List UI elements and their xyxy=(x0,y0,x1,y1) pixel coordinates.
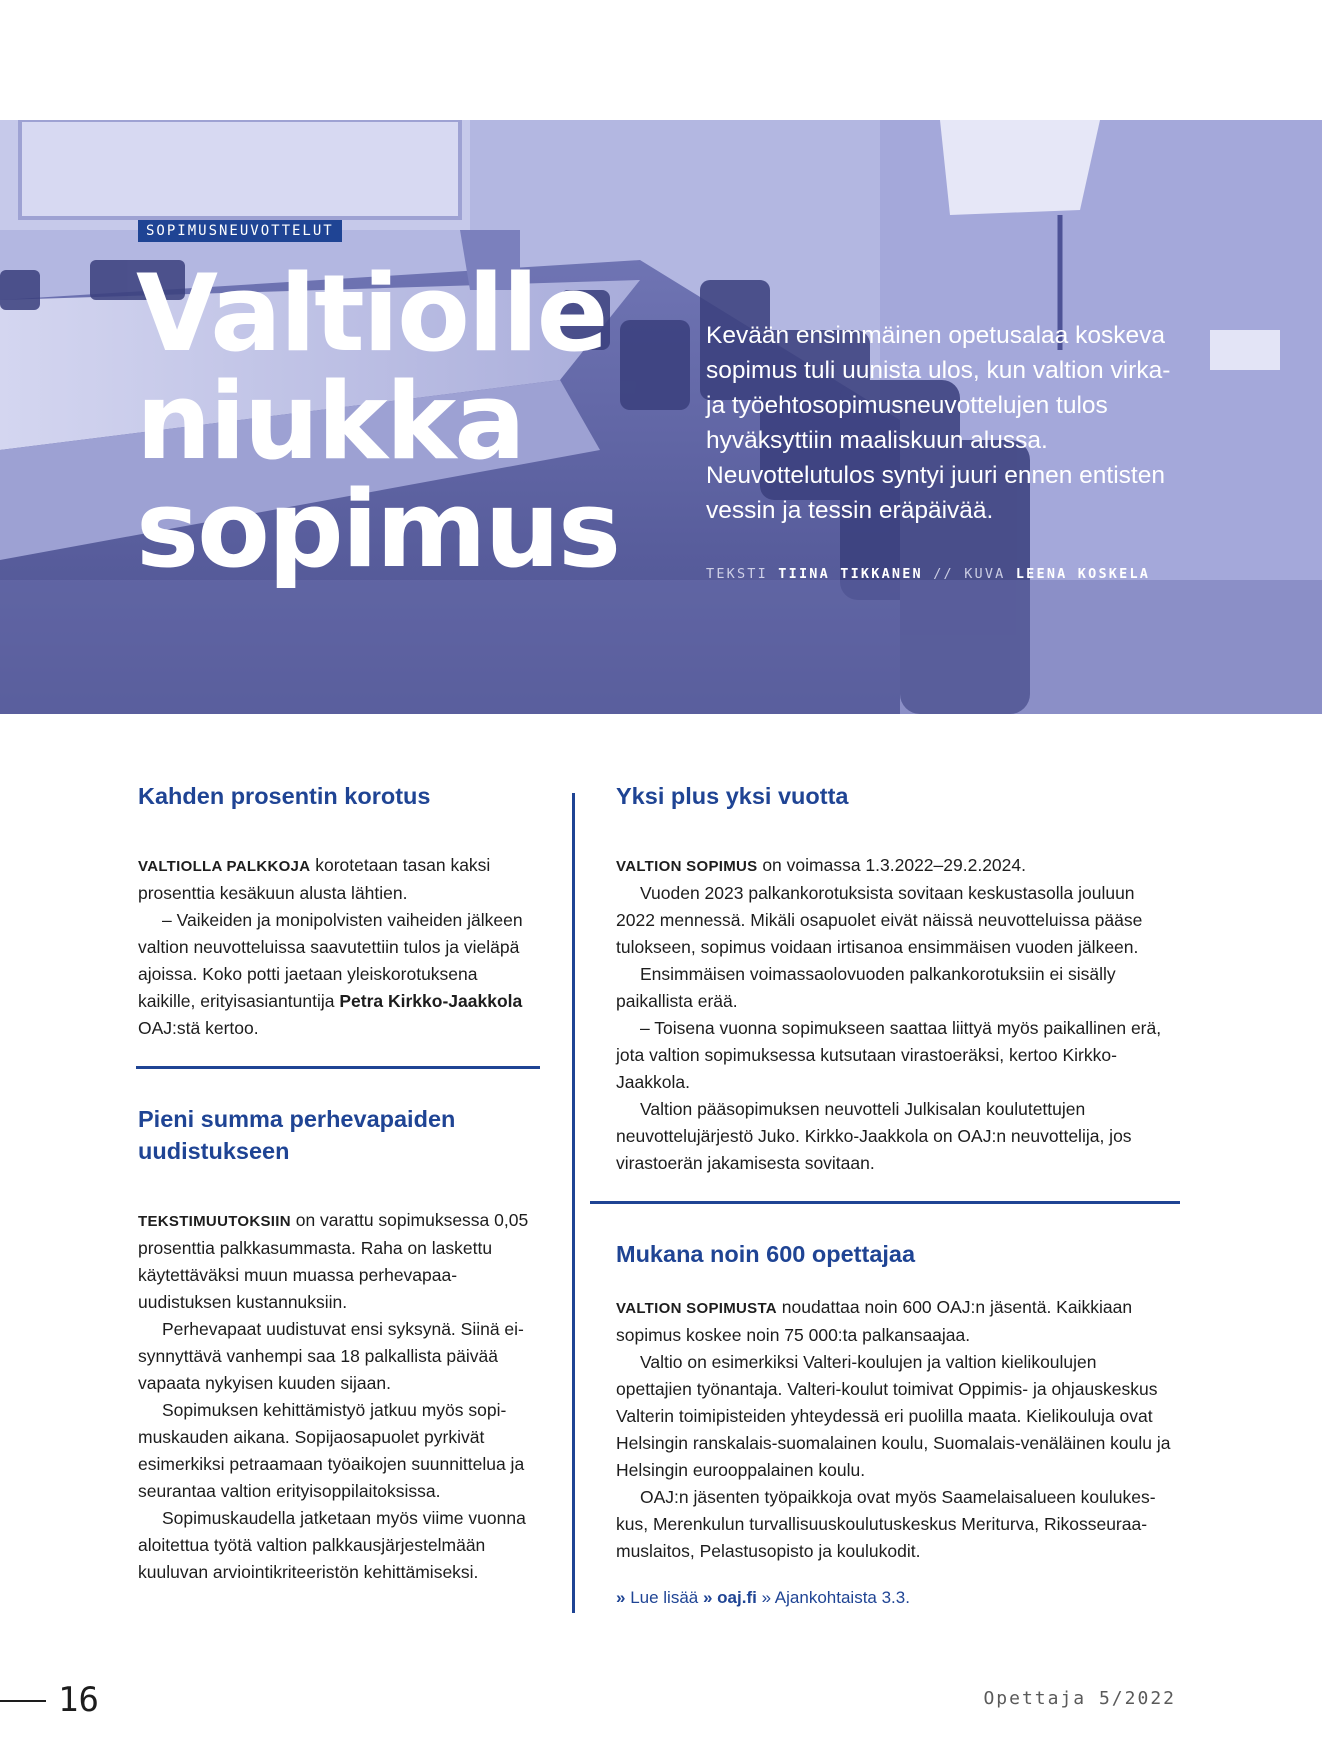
headline-line-2: niukka xyxy=(136,360,524,483)
byline-photo-author: LEENA KOSKELA xyxy=(1015,566,1151,582)
read-more-site: oaj.fi xyxy=(712,1588,757,1607)
folio-rule xyxy=(0,1700,46,1702)
paragraph: Sopimuskaudella jatketaan myös viime vuonna aloitettua työtä valtion palkkausjärjestelmään kuuluvan arviointikriteeristön kehittämiseksi. xyxy=(138,1508,526,1582)
paragraph: – Toisena vuonna sopimukseen saattaa liittyä myös paikallinen erä, jota valtion sopimuksessa kutsutaan virastoeräksi, kertoo Kirkko-Jaakkola. xyxy=(616,1018,1162,1092)
left-column xyxy=(138,780,538,1586)
byline-text-author: TIINA TIKKANEN xyxy=(778,566,923,582)
section-rule xyxy=(136,1066,540,1069)
right-column xyxy=(616,780,1176,1611)
paragraph: Sopimuksen kehittämistyö jatkuu myös sopimuskauden aikana. Sopijaosapuolet pyrkivät esimerkiksi petraamaan työaikojen suunnittelua ja seurantaa valtion erityisoppilaitoksissa. xyxy=(138,1400,525,1501)
paragraph: OAJ:n jäsenten työpaikkoja ovat myös Saamelaisalueen koulukeskus, Merenkulun turvallisuuskoulutuskeskus Meriturva, Rikosseuraamuslaitos, Pelastusopisto ja koulukodit. xyxy=(616,1487,1156,1561)
hero-photo xyxy=(0,120,1322,714)
column-divider xyxy=(572,793,575,1613)
paragraph-text: noudattaa noin 600 OAJ:n jäsentä. Kaikkiaan sopimus koskee noin 75 000:ta palkansaajaa. xyxy=(616,1297,1133,1345)
paragraph-text: on varattu sopimuksessa 0,05 prosenttia palkkasummasta. Raha on laskettu käytettäväksi muun muassa perhevapaa-uudistuksen kustannuksiin. xyxy=(138,1210,529,1312)
section-kicker: SOPIMUSNEUVOTTELUT xyxy=(138,220,342,242)
person-name: Petra Kirkko-Jaakkola xyxy=(339,991,523,1011)
read-more-path: » Ajankohtaista 3.3. xyxy=(756,1588,910,1607)
lead-in-caps: VALTION SOPIMUS xyxy=(616,858,758,875)
section-body-raise xyxy=(138,852,538,1042)
lead-in-caps: TEKSTIMUUTOKSIIN xyxy=(138,1213,291,1230)
section-heading-teachers: Mukana noin 600 opettajaa xyxy=(616,1241,916,1267)
paragraph-text: – Vaikeiden ja monipolvisten vaiheiden jälkeen valtion neuvotteluissa saavutettiin tulos ja vieläpä ajoissa. Koko potti jaetaan yleiskorotuksena kaikille, erityisasiantuntija xyxy=(138,910,523,1011)
byline-separator: // xyxy=(933,566,954,582)
magazine-issue: Opettaja 5/2022 xyxy=(983,1688,1176,1709)
section-body-family-leave xyxy=(138,1207,538,1586)
paragraph-text: OAJ:stä kertoo. xyxy=(138,1018,259,1038)
chevron-right-icon: » xyxy=(616,1588,626,1607)
lead-in-caps: VALTIOLLA PALKKOJA xyxy=(138,858,311,875)
article-headline xyxy=(136,252,620,591)
headline-line-3: sopimus xyxy=(136,468,620,591)
section-heading-family-leave: Pieni summa perhevapaiden uudistukseen xyxy=(138,1106,456,1164)
chevron-right-icon: » xyxy=(702,1588,713,1607)
byline-text-label: TEKSTI xyxy=(706,566,768,582)
paragraph: Ensimmäisen voimassaolovuoden palkankorotuksiin ei sisälly paikallista erää. xyxy=(616,964,1116,1011)
read-more-link[interactable] xyxy=(616,1585,1176,1611)
article-lead: Kevään ensimmäinen opetusalaa koskeva sopimus tuli uunista ulos, kun valtion virka- ja työehtosopimusneuvottelujen tulos hyväksyttiin maaliskuun alussa. Neuvottelutulos syntyi juuri ennen entisten vessin ja tessin eräpäivää. xyxy=(706,322,1171,524)
section-rule xyxy=(590,1201,1180,1204)
paragraph-text: on voimassa 1.3.2022–29.2.2024. xyxy=(757,855,1026,875)
read-more-label: Lue lisää xyxy=(625,1588,703,1607)
section-heading-duration: Yksi plus yksi vuotta xyxy=(616,783,849,809)
paragraph: Valtio on esimerkiksi Valteri-koulujen ja valtion kielikoulujen opettajien työnantaja. Valteri-koulut toimivat Oppimis- ja ohjauskeskus Valterin toimipisteiden yhteydessä eri puolilla maata. Kielikouluja ovat Helsingin ranskalais-suomalainen koulu, Suomalais-venäläinen koulu ja Helsingin eurooppalainen koulu. xyxy=(616,1352,1171,1480)
page-number: 16 xyxy=(58,1680,99,1720)
lead-in-caps: VALTION SOPIMUSTA xyxy=(616,1300,777,1317)
paragraph: Valtion pääsopimuksen neuvotteli Julkisalan koulutettujen neuvottelujärjestö Juko. Kirkko-Jaakkola on OAJ:n neuvottelija, jos virastoerän jakamisesta sovitaan. xyxy=(616,1099,1132,1173)
section-body-duration xyxy=(616,852,1176,1177)
paragraph-text: korotetaan tasan kaksi prosenttia kesäkuun alusta lähtien. xyxy=(138,855,491,903)
section-body-teachers xyxy=(616,1294,1176,1565)
paragraph: Perhevapaat uudistuvat ensi syksynä. Siinä ei-synnyttävä vanhempi saa 18 palkallista päivää vapaata nykyisen kuuden sijaan. xyxy=(138,1319,524,1393)
headline-line-1: Valtiolle xyxy=(136,252,607,375)
paragraph: Vuoden 2023 palkankorotuksista sovitaan keskustasolla jouluun 2022 mennessä. Mikäli osapuolet eivät näissä neuvotteluissa pääse tulokseen, sopimus voidaan irtisanoa ensimmäisen vuoden jälkeen. xyxy=(616,883,1143,957)
section-heading-raise: Kahden prosentin korotus xyxy=(138,783,431,809)
byline xyxy=(706,566,1150,582)
byline-photo-label: KUVA xyxy=(964,566,1006,582)
